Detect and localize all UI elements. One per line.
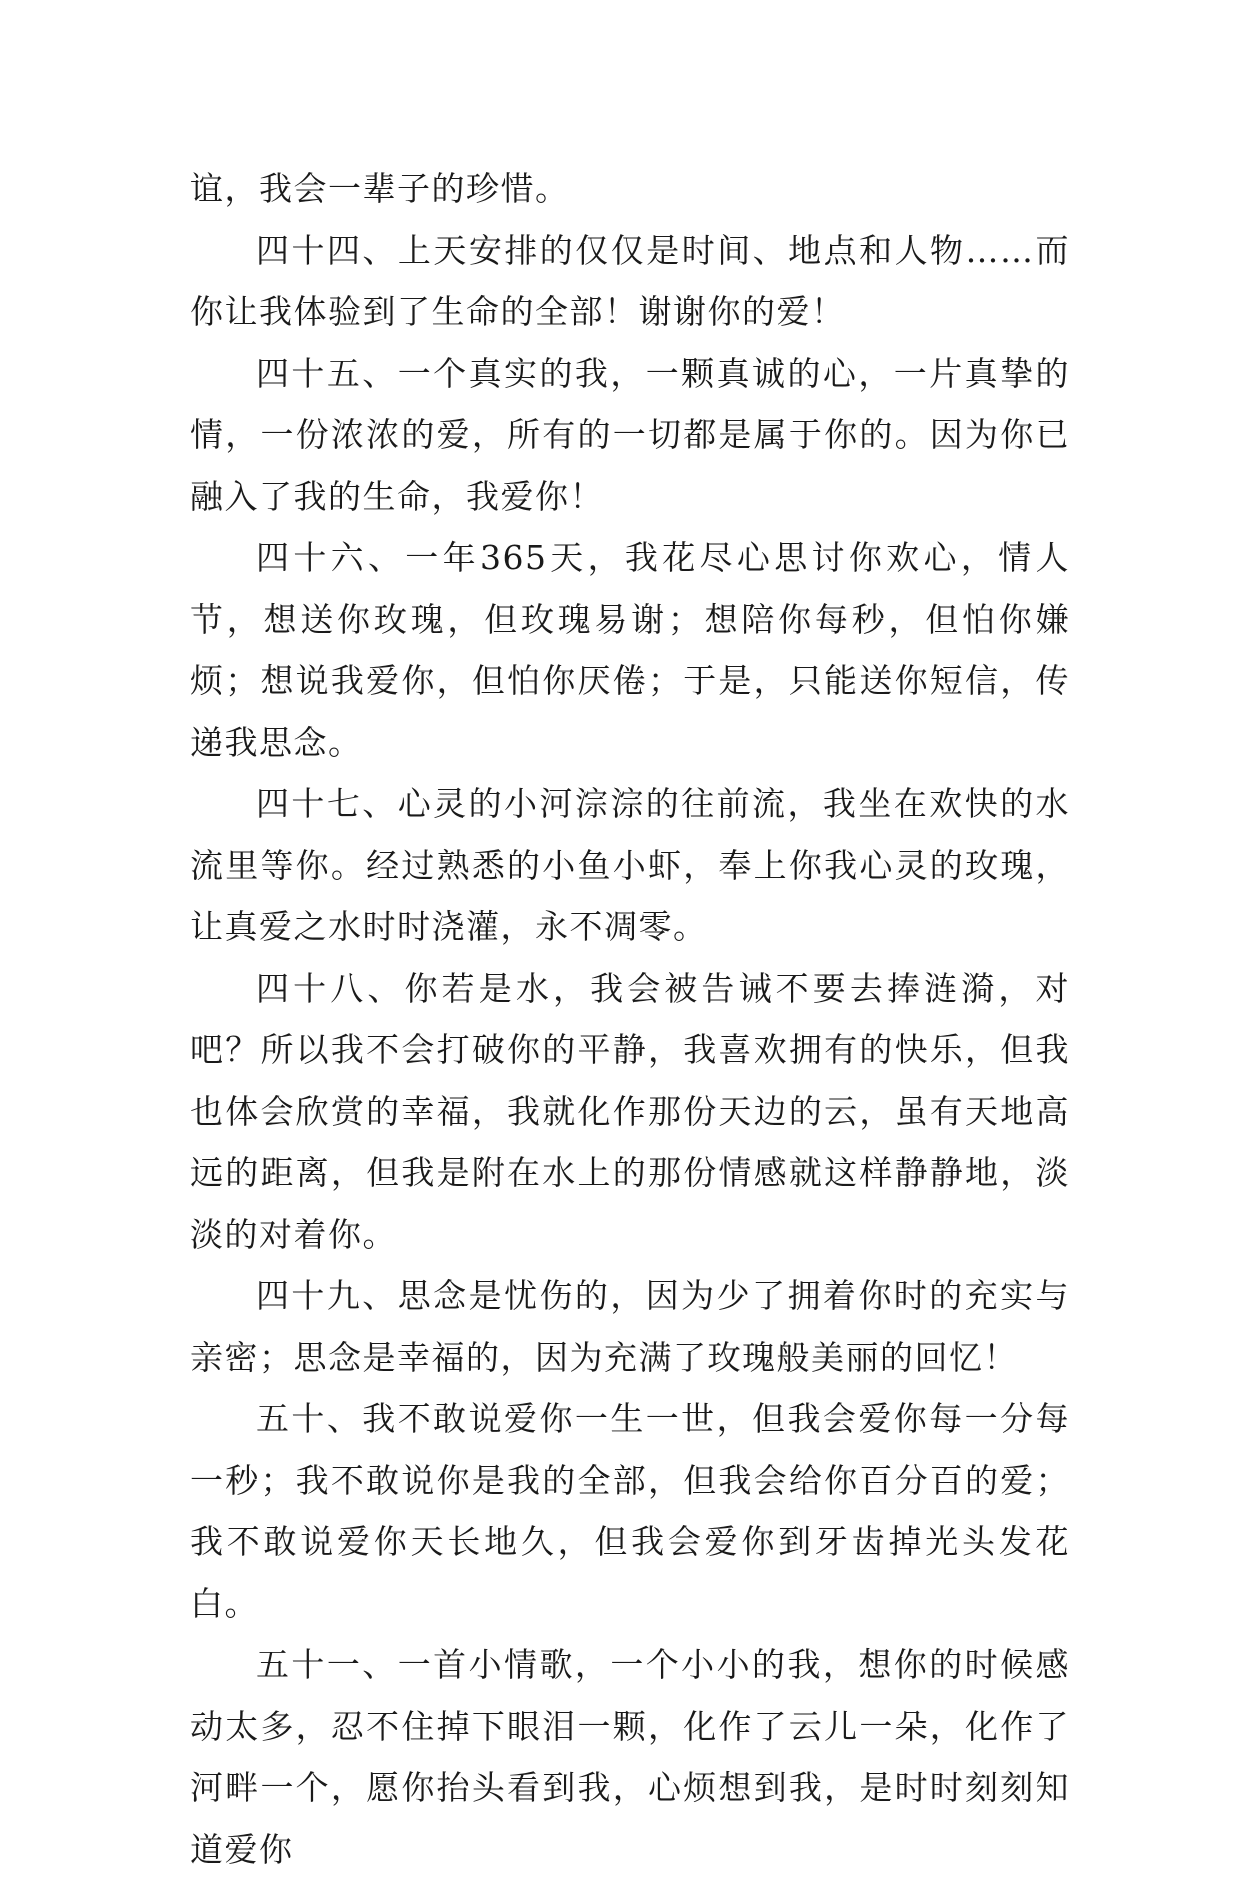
document-body (190, 158, 1070, 1880)
paragraph-51: 五十一、一首小情歌，一个小小的我，想你的时候感动太多，忍不住掉下眼泪一颗，化作了云儿一朵，化作了河畔一个，愿你抬头看到我，心烦想到我，是时时刻刻知道爱你 (190, 1645, 1070, 1869)
paragraph-continuation: 谊，我会一辈子的珍惜。 (190, 169, 570, 208)
paragraph-47: 四十七、心灵的小河淙淙的往前流，我坐在欢快的水流里等你。经过熟悉的小鱼小虾，奉上你我心灵的玫瑰，让真爱之水时时浇灌，永不凋零。 (190, 784, 1070, 946)
paragraph-46: 四十六、一年365天，我花尽心思讨你欢心，情人节，想送你玫瑰，但玫瑰易谢；想陪你每秒，但怕你嫌烦；想说我爱你，但怕你厌倦；于是，只能送你短信，传递我思念。 (190, 538, 1070, 762)
paragraph-50: 五十、我不敢说爱你一生一世，但我会爱你每一分每一秒；我不敢说你是我的全部，但我会给你百分百的爱；我不敢说爱你天长地久，但我会爱你到牙齿掉光头发花白。 (190, 1399, 1070, 1623)
paragraph-45: 四十五、一个真实的我，一颗真诚的心，一片真挚的情，一份浓浓的爱，所有的一切都是属于你的。因为你已融入了我的生命，我爱你！ (190, 353, 1070, 516)
paragraph-44: 四十四、上天安排的仅仅是时间、地点和人物……而你让我体验到了生命的全部！谢谢你的爱！ (190, 230, 1070, 331)
paragraph-48: 四十八、你若是水，我会被告诫不要去捧涟漪，对吧？所以我不会打破你的平静，我喜欢拥有的快乐，但我也体会欣赏的幸福，我就化作那份天边的云，虽有天地高远的距离，但我是附在水上的那份情感就这样静静地，淡淡的对着你。 (190, 968, 1070, 1254)
paragraph-49: 四十九、思念是忧伤的，因为少了拥着你时的充实与亲密；思念是幸福的，因为充满了玫瑰般美丽的回忆！ (190, 1276, 1070, 1377)
